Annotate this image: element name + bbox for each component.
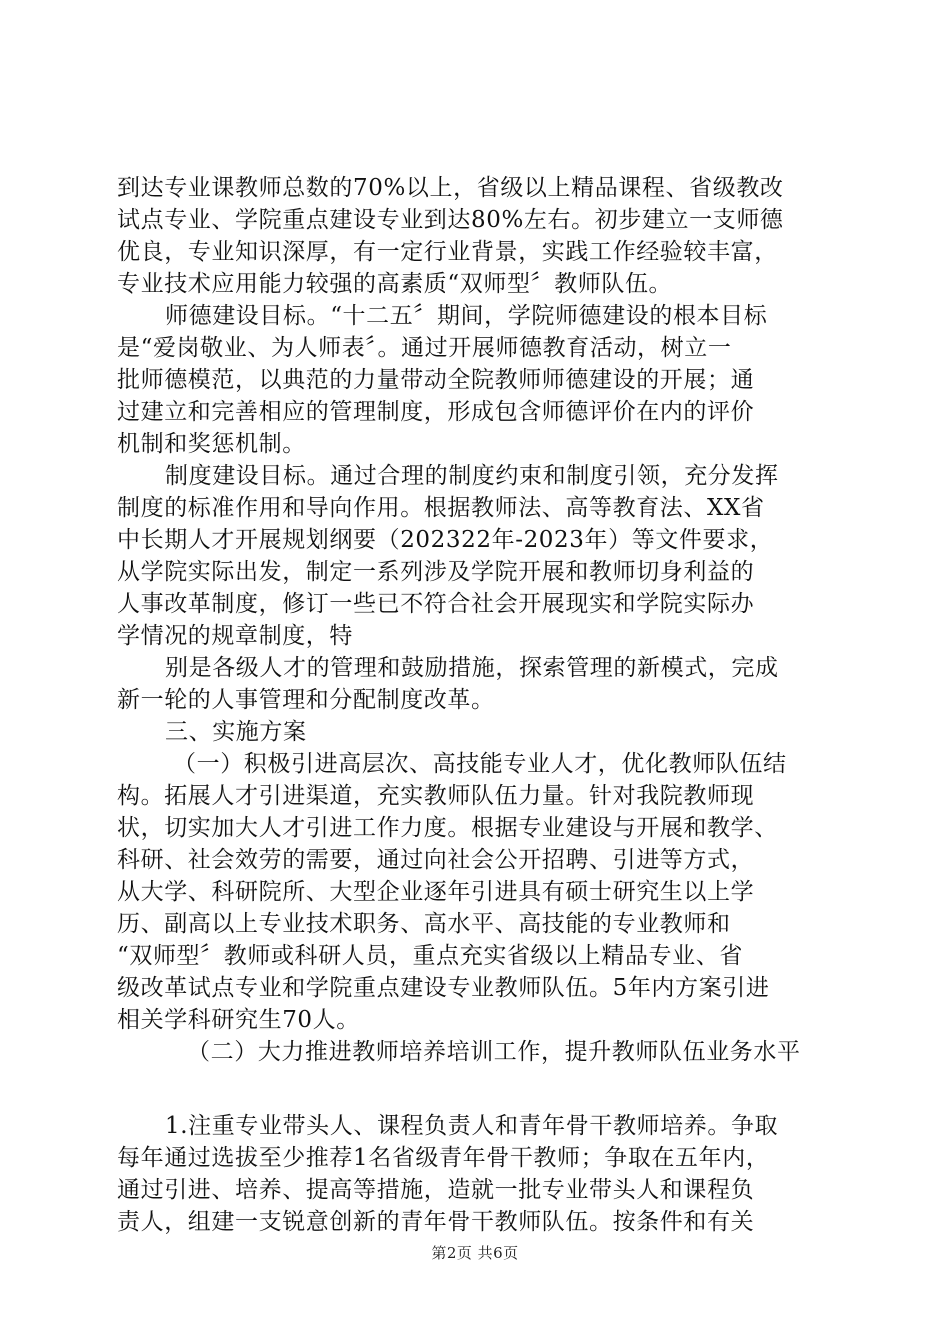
text-line: 相关学科研究生70人。 xyxy=(117,1007,360,1033)
text-line: 从学院实际出发，制定一系列涉及学院开展和教师切身利益的 xyxy=(117,559,755,585)
text-line: 状，切实加大人才引进工作力度。根据专业建设与开展和教学、 xyxy=(117,815,778,841)
text-line: 试点专业、学院重点建设专业到达80%左右。初步建立一支师德 xyxy=(117,207,784,233)
text-line: 历、副高以上专业技术职务、高水平、高技能的专业教师和 xyxy=(117,911,731,937)
text-line: 通过引进、培养、提高等措施，造就一批专业带头人和课程负 xyxy=(117,1177,755,1203)
subsection-heading: （一）积极引进高层次、高技能专业人才，优化教师队伍结 xyxy=(173,751,787,777)
text-line: 构。拓展人才引进渠道，充实教师队伍力量。针对我院教师现 xyxy=(117,783,755,809)
text-line: 人事改革制度，修订一些已不符合社会开展现实和学院实际办 xyxy=(117,591,755,617)
text-line: 级改革试点专业和学院重点建设专业教师队伍。5年内方案引进 xyxy=(117,975,770,1001)
text-line: 每年通过选拔至少推荐1名省级青年骨干教师；争取在五年内， xyxy=(117,1145,770,1171)
text-line: 批师德模范，以典范的力量带动全院教师师德建设的开展；通 xyxy=(117,367,755,393)
text-line: 学情况的规章制度，特 xyxy=(117,623,353,649)
paragraph-gap xyxy=(117,1068,833,1110)
text-line: 过建立和完善相应的管理制度，形成包含师德评价在内的评价 xyxy=(117,399,755,425)
document-body xyxy=(117,172,833,1238)
paragraph-first-line: 制度建设目标。通过合理的制度约束和制度引领，充分发挥 xyxy=(165,463,779,489)
paragraph-first-line: 1.注重专业带头人、课程负责人和青年骨干教师培养。争取 xyxy=(165,1113,779,1139)
text-line: 是“爱岗敬业、为人师表〞。通过开展师德教育活动，树立一 xyxy=(117,335,732,361)
text-line: 从大学、科研院所、大型企业逐年引进具有硕士研究生以上学 xyxy=(117,879,755,905)
text-line: 中长期人才开展规划纲要（202322年-2023年）等文件要求， xyxy=(117,527,774,553)
text-line: 责人，组建一支锐意创新的青年骨干教师队伍。按条件和有关 xyxy=(117,1209,755,1235)
text-line: 到达专业课教师总数的70%以上，省级以上精品课程、省级教改 xyxy=(117,175,784,201)
text-line: 专业技术应用能力较强的高素质“双师型〞教师队伍。 xyxy=(117,271,673,297)
text-line: 机制和奖惩机制。 xyxy=(117,431,306,457)
text-line: 科研、社会效劳的需要，通过向社会公开招聘、引进等方式， xyxy=(117,847,755,873)
text-line: “双师型〞教师或科研人员，重点充实省级以上精品专业、省 xyxy=(117,943,743,969)
page-number-footer: 第2页 共6页 xyxy=(431,1244,519,1262)
subsection-heading: （二）大力推进教师培养培训工作，提升教师队伍业务水平 xyxy=(187,1039,801,1065)
paragraph-first-line: 别是各级人才的管理和鼓励措施，探索管理的新模式，完成 xyxy=(165,655,779,681)
section-heading: 三、实施方案 xyxy=(165,719,307,745)
text-line: 新一轮的人事管理和分配制度改革。 xyxy=(117,687,495,713)
text-line: 制度的标准作用和导向作用。根据教师法、高等教育法、XX省 xyxy=(117,495,765,521)
paragraph-first-line: 师德建设目标。“十二五〞期间，学院师德建设的根本目标 xyxy=(165,303,768,329)
text-line: 优良，专业知识深厚，有一定行业背景，实践工作经验较丰富， xyxy=(117,239,778,265)
